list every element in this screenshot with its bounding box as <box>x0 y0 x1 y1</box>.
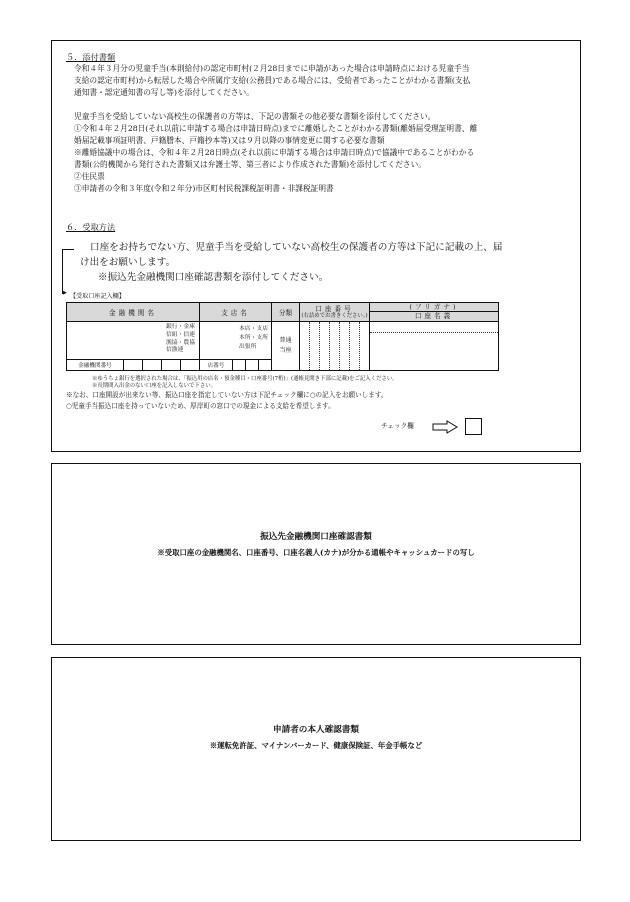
branch-type-options <box>239 325 268 352</box>
header-holder-label: 口座名義 <box>414 312 454 320</box>
bank-document-note: ※受取口座の金融機関名、口座番号、口座名義人(カナ)が分かる通帳やキャッシュカードの写し <box>157 548 475 557</box>
header-account-number-note: (右詰めでお書きください。) <box>301 313 368 319</box>
account-type-option[interactable]: 普通 <box>279 337 292 344</box>
account-entry-table <box>66 302 499 371</box>
attachments-and-receipt-box <box>51 40 581 452</box>
branch-type-option[interactable]: 本所・支所 <box>239 335 268 341</box>
account-number-cell[interactable] <box>300 322 370 371</box>
bank-type-option[interactable]: 銀行・金庫 <box>166 324 195 330</box>
section5-p1-line3: 通知書・認定通知書の写し等)を添付してください。 <box>74 88 254 97</box>
receipt-form-label: 【受取口座記入欄】 <box>70 293 125 300</box>
section5-p2-line2: ①令和４年２月28日(それ以前に申請する場合は申請日時点)までに離婚したことがわかる書類(離婚届受理証明書、離 <box>74 124 478 133</box>
section5-p2-line4: ※離婚協議中の場合は、令和４年２月28日時点(それ以前に申請する場合は申請日時点)で協議中であることがわかる <box>74 148 475 157</box>
branch-type-option[interactable]: 本店・支店 <box>239 326 268 332</box>
account-type-option[interactable]: 当座 <box>279 347 292 354</box>
footnote-dormant: ※長期間入出金のない口座を記入しないで下さい。 <box>92 383 216 389</box>
branch-code-cell[interactable] <box>200 360 272 371</box>
header-branch-name: 支店名 <box>200 303 272 322</box>
furigana-divider <box>370 332 498 333</box>
bank-type-option[interactable]: 漁協・農協 <box>166 339 195 346</box>
bank-document-title: 振込先金融機関口座確認書類 <box>260 532 372 542</box>
account-holder-cell[interactable] <box>370 322 499 371</box>
section6-heading: ６．受取方法 <box>66 222 116 232</box>
section5-p2-line3: 婚届記載事項証明書、戸籍謄本、戸籍抄本等)又は９月以降の事情変更に関する必要な書類 <box>74 136 385 145</box>
identity-document-note: ※運転免許証、マイナンバーカード、健康保険証、年金手帳など <box>209 741 423 750</box>
bank-code-label: 金融機関番号 <box>67 360 124 370</box>
account-number-digit-boxes <box>300 322 369 370</box>
section5-p2-line5: 書類(公的機関から発行された書類又は弁護士等、第三者により作成された書類)を添付してください。 <box>74 160 426 169</box>
section5-p1-line1: 令和４年３月分の児童手当(本則給付)の認定市町村(２月28日までに申請があった場合は申請時点における児童手当 <box>74 64 470 73</box>
check-label: チェック欄 <box>381 422 414 430</box>
header-bank-name: 金融機関名 <box>67 303 200 322</box>
branch-code-boxes <box>200 360 271 370</box>
section5-p2-line1: 児童手当を受給していない高校生の保護者の方等は、下記の書類その他必要な書類を添付してください。 <box>74 112 436 121</box>
check-box[interactable] <box>465 418 482 435</box>
section5-heading: ５．添付書類 <box>66 52 116 62</box>
bank-code-boxes <box>67 360 199 370</box>
account-type-cell[interactable] <box>272 322 300 371</box>
section6-intro-line1: 口座をお持ちでない方、児童手当を受給していない高校生の保護者の方等は下記に記載の上、届 <box>90 242 503 253</box>
bracket-top-line <box>62 249 74 250</box>
section6-intro-line2: け出をお願いします。 <box>80 257 176 268</box>
bank-type-option[interactable]: 信漁連 <box>166 347 184 354</box>
identity-document-title: 申請者の本人確認書類 <box>273 725 359 735</box>
header-account-number <box>300 303 370 322</box>
bank-document-attach-box <box>51 463 581 645</box>
section5-p2-line7: ③申請者の令和３年度(令和２年分)市区町村民税課税証明書・非課税証明書 <box>74 184 334 193</box>
identity-document-attach-box <box>51 657 581 841</box>
right-arrow-icon <box>432 420 458 434</box>
bank-name-cell[interactable] <box>67 322 200 360</box>
section5-p1-line2: 支給の認定市町村)から転居した場合や所属庁支給(公務員)である場合には、受給者であったことがわかる書類(支払 <box>74 76 471 85</box>
branch-type-option[interactable]: 出張所 <box>239 344 257 350</box>
bracket-vertical-line <box>62 249 63 294</box>
bank-type-option[interactable]: 信組・信連 <box>166 331 195 338</box>
footnote-cash-request: ○児童手当振込口座を持っていないため、厚岸町の窓口での現金による支給を希望します。 <box>66 402 335 410</box>
header-type: 分類 <box>272 303 300 322</box>
branch-name-cell[interactable] <box>200 322 272 360</box>
header-furigana: (フリガナ) <box>370 303 498 312</box>
bank-code-cell[interactable] <box>67 360 200 371</box>
branch-code-label: 店番号 <box>200 360 233 370</box>
header-account-number-label: 口座番号 <box>315 305 354 313</box>
footnote-no-account: ※なお、口座開設が出来ない等、振込口座を指定していない方は下記チェック欄に○の記入をお願いします。 <box>66 391 388 399</box>
section6-instruction: ※振込先金融機関口座確認書類を添付してください。 <box>98 272 329 283</box>
footnote-yucho: ※ゆうちょ銀行を選択された場合は、「振込用の店名・預金種目・口座番号(7桁)」(通帳見開き下部に記載)をご記入ください。 <box>92 376 398 382</box>
header-account-holder <box>370 303 499 322</box>
bracket-arrow-icon: ▶ <box>63 290 67 296</box>
section5-p2-line6: ②住民票 <box>74 172 105 181</box>
bank-type-options <box>166 324 195 355</box>
